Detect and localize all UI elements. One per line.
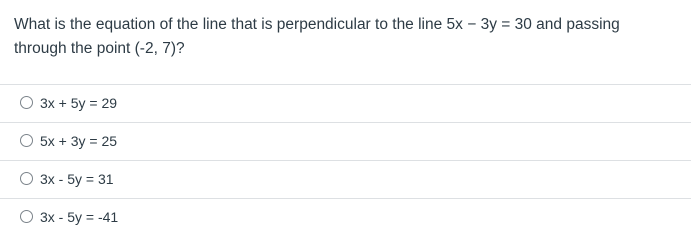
radio-button-icon[interactable] [20,134,33,147]
answer-label: 3x + 5y = 29 [40,95,118,111]
answer-label: 3x - 5y = -41 [40,209,119,225]
answer-list [0,84,691,236]
answer-label: 3x - 5y = 31 [40,171,114,187]
question-text: What is the equation of the line that is perpendicular to the line 5x − 3y = 30 and passing through the point (-2, 7)? [14,16,620,57]
answer-option-1[interactable] [0,84,691,122]
answer-option-3[interactable] [0,160,691,198]
answer-label: 5x + 3y = 25 [40,133,118,149]
radio-button-icon[interactable] [20,210,33,223]
radio-button-icon[interactable] [20,172,33,185]
answer-option-4[interactable] [0,198,691,236]
answer-option-2[interactable] [0,122,691,160]
radio-button-icon[interactable] [20,96,33,109]
